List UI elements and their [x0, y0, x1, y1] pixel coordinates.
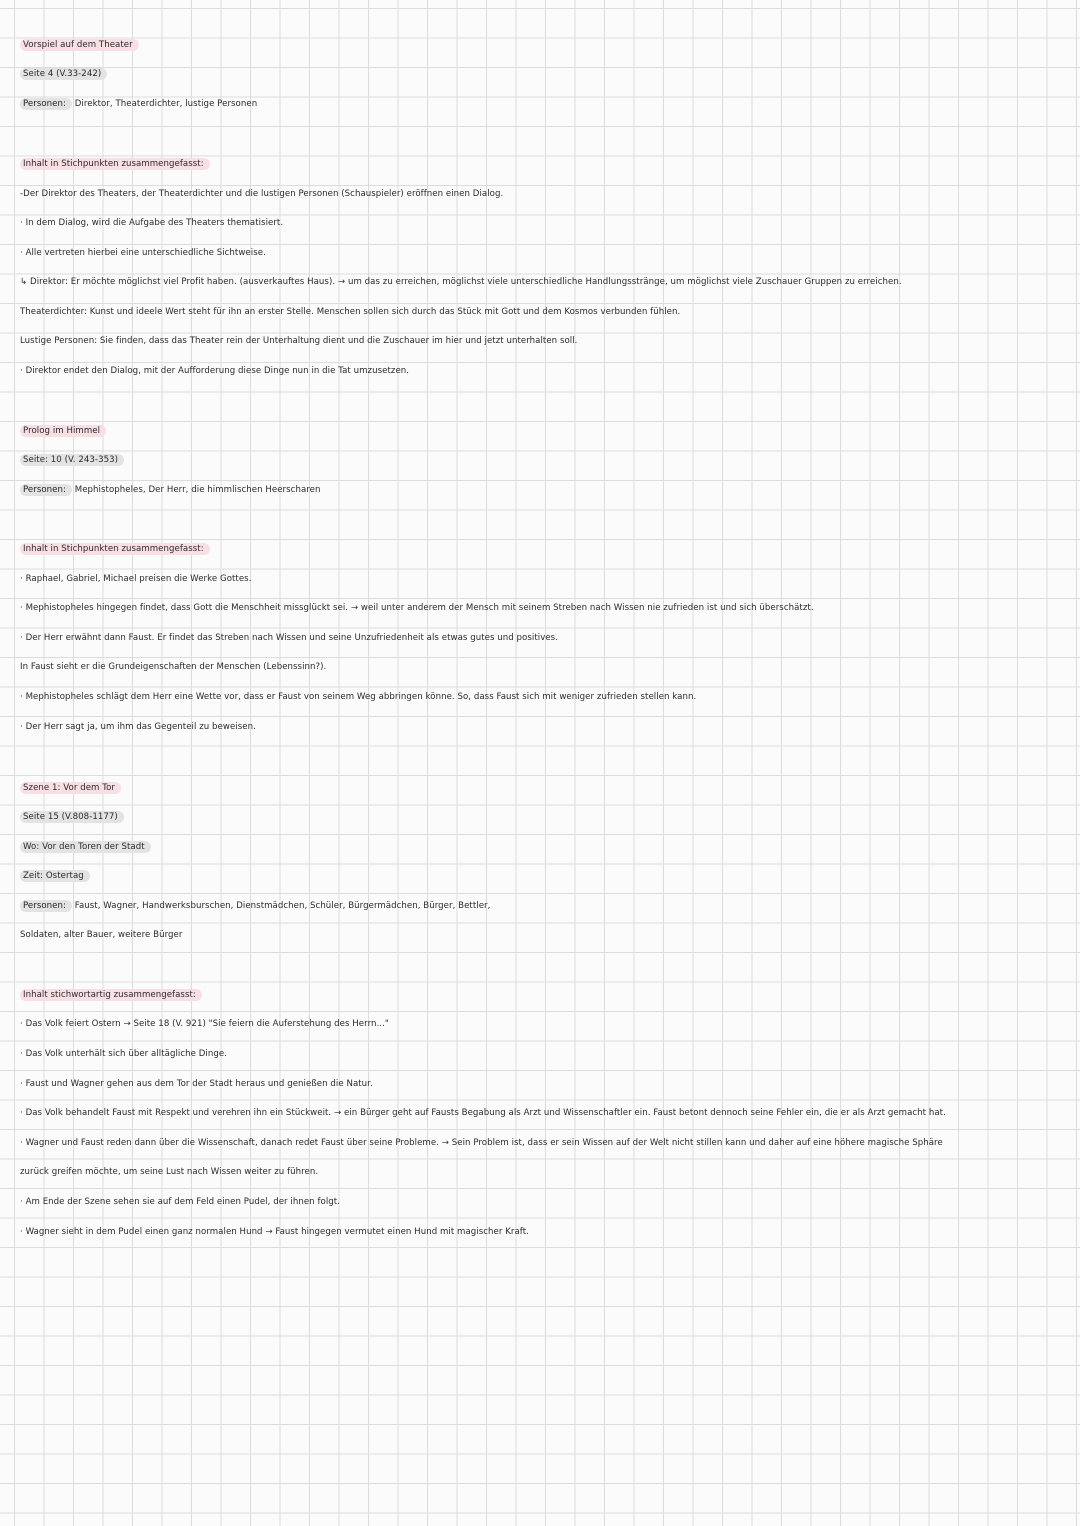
- list-item: · Wagner und Faust reden dann über die Wissenschaft, danach redet Faust über seine Probleme. → Sein Problem ist, dass er sein Wissen auf der Welt nicht stillen kann und daher auf eine höhere magische Sphäre: [20, 1138, 943, 1148]
- content-heading: Inhalt in Stichpunkten zusammengefasst:: [20, 153, 210, 175]
- list-item: zurück greifen möchte, um seine Lust nach Wissen weiter zu führen.: [20, 1167, 319, 1177]
- time-line: Zeit: Ostertag: [20, 865, 90, 887]
- content-heading: Inhalt in Stichpunkten zusammengefasst:: [20, 538, 210, 560]
- section-page-ref: Seite 15 (V.808-1177): [20, 806, 124, 828]
- section-title-szene1: Szene 1: Vor dem Tor: [20, 777, 121, 799]
- list-item: · Das Volk unterhält sich über alltägliche Dinge.: [20, 1049, 227, 1059]
- list-item: · Am Ende der Szene sehen sie auf dem Feld einen Pudel, der ihnen folgt.: [20, 1197, 340, 1207]
- list-item: · Der Herr sagt ja, um ihm das Gegenteil zu beweisen.: [20, 722, 256, 732]
- persons-line: Personen: Direktor, Theaterdichter, lustige Personen: [20, 93, 257, 115]
- section-title-vorspiel: Vorspiel auf dem Theater: [20, 34, 139, 56]
- list-item: In Faust sieht er die Grundeigenschaften der Menschen (Lebenssinn?).: [20, 662, 327, 672]
- persons-line-cont: Soldaten, alter Bauer, weitere Bürger: [20, 930, 183, 940]
- list-item: · Direktor endet den Dialog, mit der Aufforderung diese Dinge nun in die Tat umzusetzen.: [20, 366, 410, 376]
- list-item: · Alle vertreten hierbei eine unterschiedliche Sichtweise.: [20, 248, 266, 258]
- list-item: ↳ Direktor: Er möchte möglichst viel Profit haben. (ausverkauftes Haus). → um das zu erreichen, möglichst viele unterschiedliche Handlungsstränge, um möglichst viele Zuschauer Gruppen zu erreichen.: [20, 277, 902, 287]
- list-item: · Mephistopheles hingegen findet, dass Gott die Menschheit missglückt sei. → weil unter anderem der Mensch mit seinem Streben nach Wissen nie zufrieden ist und sich überschätzt.: [20, 603, 814, 613]
- list-item: Theaterdichter: Kunst und ideele Wert steht für ihn an erster Stelle. Menschen sollen sich durch das Stück mit Gott und dem Kosmos verbunden fühlen.: [20, 307, 681, 317]
- list-item: · Wagner sieht in dem Pudel einen ganz normalen Hund → Faust hingegen vermutet einen Hund mit magischer Kraft.: [20, 1227, 529, 1237]
- list-item: · Mephistopheles schlägt dem Herr eine Wette vor, dass er Faust von seinem Weg abbringen könne. So, dass Faust sich mit weniger zufrieden stellen kann.: [20, 692, 697, 702]
- section-page-ref: Seite 4 (V.33-242): [20, 63, 107, 85]
- list-item: · Das Volk behandelt Faust mit Respekt und verehren ihn ein Stückweit. → ein Bürger geht auf Fausts Begabung als Arzt und Wissenschaftler ein. Faust betont dennoch seine Fehler ein, die er als Arzt gemacht hat.: [20, 1108, 946, 1118]
- list-item: · Das Volk feiert Ostern → Seite 18 (V. 921) "Sie feiern die Auferstehung des Herrn...": [20, 1019, 389, 1029]
- content-heading: Inhalt stichwortartig zusammengefasst:: [20, 984, 202, 1006]
- section-page-ref: Seite: 10 (V. 243-353): [20, 449, 124, 471]
- persons-line: Personen: Mephistopheles, Der Herr, die himmlischen Heerscharen: [20, 479, 321, 501]
- list-item: -Der Direktor des Theaters, der Theaterdichter und die lustigen Personen (Schauspieler) eröffnen einen Dialog.: [20, 189, 504, 199]
- persons-line: Personen: Faust, Wagner, Handwerksburschen, Dienstmädchen, Schüler, Bürgermädchen, Bürger, Bettler,: [20, 895, 490, 917]
- list-item: Lustige Personen: Sie finden, dass das Theater rein der Unterhaltung dient und die Zuschauer im hier und jetzt unterhalten soll.: [20, 336, 578, 346]
- list-item: · Raphael, Gabriel, Michael preisen die Werke Gottes.: [20, 574, 252, 584]
- section-title-prolog: Prolog im Himmel: [20, 420, 106, 442]
- list-item: · Der Herr erwähnt dann Faust. Er findet das Streben nach Wissen und seine Unzufriedenheit als etwas gutes und positives.: [20, 633, 558, 643]
- list-item: · Faust und Wagner gehen aus dem Tor der Stadt heraus und genießen die Natur.: [20, 1079, 373, 1089]
- list-item: · In dem Dialog, wird die Aufgabe des Theaters thematisiert.: [20, 218, 284, 228]
- location-line: Wo: Vor den Toren der Stadt: [20, 836, 151, 858]
